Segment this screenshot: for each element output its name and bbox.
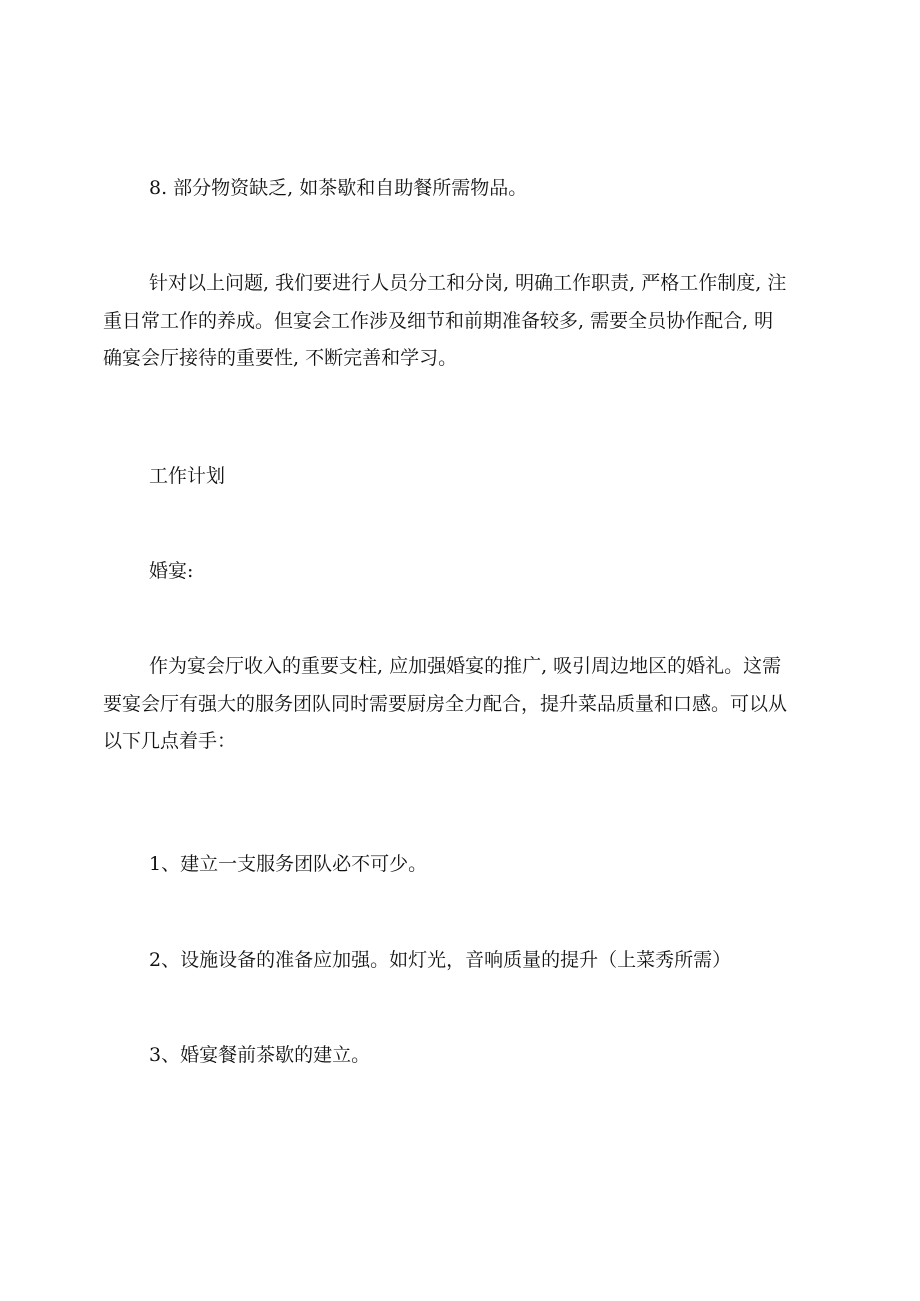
list-item-2 <box>103 942 869 980</box>
paragraph-wedding-intro <box>103 648 823 761</box>
text-line: 要宴会厅有强大的服务团队同时需要厨房全力配合，提升菜品质量和口感。可以从 <box>103 692 788 715</box>
text-line: 以下几点着手： <box>103 730 237 752</box>
list-item-text: 2、设施设备的准备应加强。如灯光，音响质量的提升（上菜秀所需） <box>149 949 732 971</box>
heading-wedding <box>103 553 869 591</box>
text-line: 针对以上问题, 我们要进行人员分工和分岗, 明确工作职责, 严格工作制度, 注 <box>149 272 787 294</box>
list-item-text: 3、婚宴餐前茶歇的建立。 <box>149 1044 371 1066</box>
text-line: 重日常工作的养成。但宴会工作涉及细节和前期准备较多, 需要全员协作配合, 明 <box>103 309 774 332</box>
section-heading: 工作计划 <box>149 465 226 487</box>
list-item-text: 1、建立一支服务团队必不可少。 <box>149 853 428 875</box>
section-heading: 婚宴: <box>149 560 194 582</box>
paragraph-item-8 <box>103 170 869 208</box>
paragraph-measures <box>103 265 823 378</box>
list-item-3 <box>103 1037 869 1075</box>
text-line: 8. 部分物资缺乏, 如茶歇和自助餐所需物品。 <box>149 177 528 199</box>
text-line: 作为宴会厅收入的重要支柱, 应加强婚宴的推广, 吸引周边地区的婚礼。这需 <box>149 655 782 677</box>
list-item-1 <box>103 846 869 884</box>
text-line: 确宴会厅接待的重要性, 不断完善和学习。 <box>103 347 458 369</box>
heading-work-plan <box>103 458 869 496</box>
